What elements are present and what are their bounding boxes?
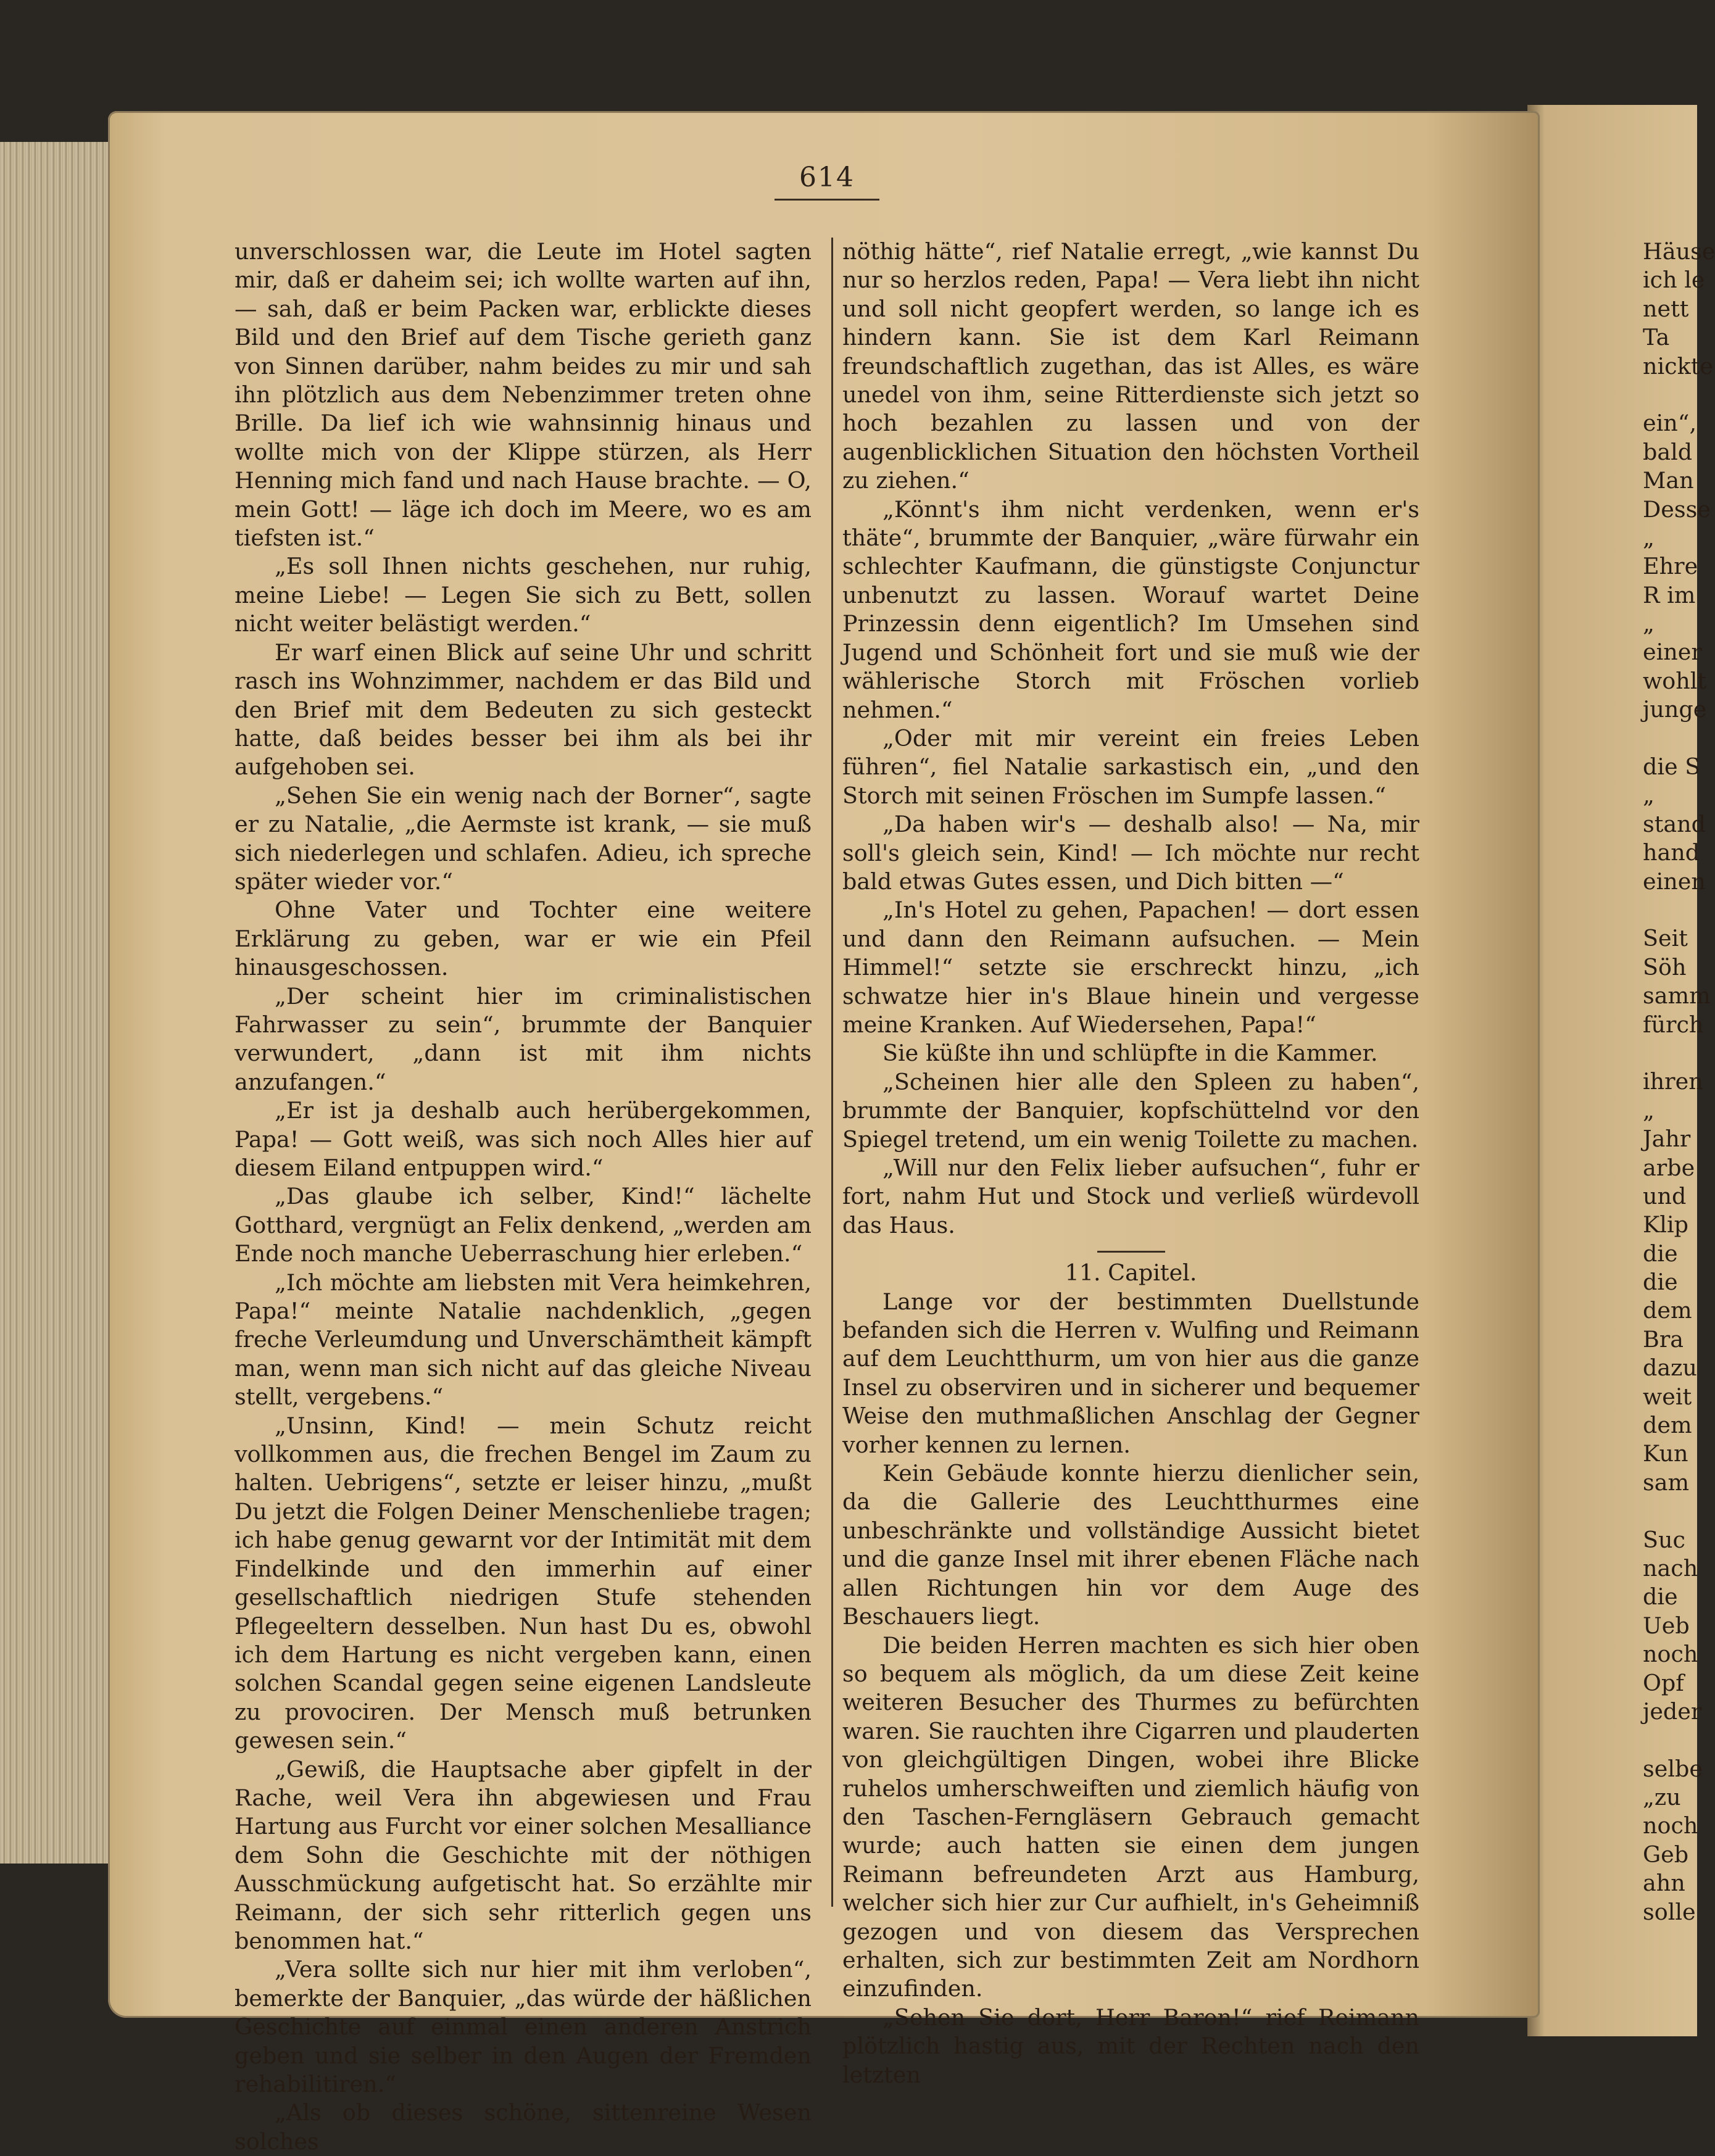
- fragment-line: Söh: [1643, 953, 1687, 981]
- fragment-line: „: [1643, 610, 1655, 637]
- fragment-line: Bra: [1643, 1325, 1684, 1353]
- fragment-line: die: [1643, 1269, 1678, 1296]
- fragment-line: „: [1643, 524, 1655, 551]
- right-column: [842, 238, 1419, 2089]
- fragment-line: stand: [1643, 810, 1706, 837]
- fragment-line: Klip: [1643, 1211, 1688, 1238]
- paragraph: nöthig hätte“, rief Natalie erregt, „wie kannst Du nur so herzlos reden, Papa! — Vera liebt ihn nicht und soll nicht geopfert werden, so lange ich es hindern kann. Sie ist dem Karl Reimann freundschaftlich zugethan, das ist Alles, es wäre unedel von ihm, seine Ritterdienste sich jetzt so hoch bezahlen zu lassen und von der augenblicklichen Situation den höchsten Vortheil zu ziehen.“: [842, 238, 1419, 494]
- paragraph: „Vera sollte sich nur hier mit ihm verloben“, bemerkte der Banquier, „das würde der häßlichen Geschichte auf einmal einen anderen Anstrich geben und sie selber in den Augen der Fremden rehabilitiren.“: [235, 1956, 812, 2097]
- paragraph: „Oder mit mir vereint ein freies Leben führen“, fiel Natalie sarkastisch ein, „und den Storch mit seinen Fröschen im Sumpfe lassen.“: [842, 724, 1419, 809]
- fragment-line: sam: [1643, 1469, 1690, 1496]
- fragment-line: [1643, 381, 1697, 409]
- column-divider: [831, 238, 833, 1907]
- fragment-line: Ueb: [1643, 1612, 1690, 1639]
- fragment-line: nach: [1643, 1554, 1698, 1582]
- paragraph: Die beiden Herren machten es sich hier oben so bequem als möglich, da um diese Zeit keine weiteren Besucher des Thurmes zu befürchten waren. Sie rauchten ihre Cigarren und plauderten von gleichgültigen Dingen, wobei ihre Blicke ruhelos umherschweiften und ziemlich häufig von den Taschen-Ferngläsern Gebrauch gemacht wurde; auch hatten sie einen dem jungen Reimann befreundeten Arzt aus Hamburg, welcher sich hier zur Cur aufhielt, in's Geheimniß gezogen und von diesem das Versprechen erhalten, sich zur bestimmten Zeit am Nordhorn einzufinden.: [842, 1632, 1419, 2002]
- fragment-line: nett: [1643, 295, 1689, 322]
- fragment-line: Kun: [1643, 1440, 1688, 1467]
- fragment-line: hand: [1643, 839, 1700, 866]
- fragment-line: bald: [1643, 438, 1693, 465]
- fragment-line: dazu: [1643, 1354, 1697, 1382]
- fragment-line: [1643, 1039, 1697, 1068]
- fragment-line: weit: [1643, 1383, 1692, 1410]
- fragment-line: Suc: [1643, 1526, 1685, 1553]
- fragment-line: einen: [1643, 868, 1706, 895]
- paragraph: „Ich möchte am liebsten mit Vera heimkehren, Papa!“ meinte Natalie nachdenklich, „gegen freche Verleumdung und Unverschämtheit kämpft man, wenn man sich nicht auf das gleiche Niveau stellt, vergebens.“: [235, 1269, 812, 1411]
- fragment-line: die: [1643, 1240, 1678, 1267]
- paragraph: Ohne Vater und Tochter eine weitere Erklärung zu geben, war er wie ein Pfeil hinausgeschossen.: [235, 897, 812, 981]
- paragraph: „Der scheint hier im criminalistischen Fahrwasser zu sein“, brummte der Banquier verwundert, „dann ist mit ihm nichts anzufangen.“: [235, 982, 812, 1095]
- right-column-body: [842, 238, 1419, 1240]
- fragment-line: Häuse: [1643, 238, 1715, 265]
- fragment-line: und: [1643, 1182, 1687, 1209]
- fragment-line: noch: [1643, 1812, 1698, 1839]
- fragment-line: noch: [1643, 1641, 1698, 1668]
- chapter-heading: 11. Capitel.: [1065, 1259, 1197, 1287]
- fragment-line: dem: [1643, 1297, 1692, 1324]
- fragment-line: samm: [1643, 982, 1711, 1010]
- fragment-line: „: [1643, 782, 1655, 809]
- fragment-line: ein“,: [1643, 410, 1697, 437]
- fragment-line: arbe: [1643, 1154, 1695, 1181]
- paragraph: Er warf einen Blick auf seine Uhr und schritt rasch ins Wohnzimmer, nachdem er das Bild und den Brief mit dem Bedeuten zu sich gesteckt hatte, daß beides besser bei ihm als bei ihr aufgehoben sei.: [235, 639, 812, 781]
- chapter-rule: [1097, 1251, 1165, 1253]
- fragment-line: junge: [1643, 696, 1707, 723]
- fragment-line: ich le: [1643, 267, 1705, 294]
- paragraph: „Sehen Sie ein wenig nach der Borner“, sagte er zu Natalie, „die Aermste ist krank, — sie muß sich niederlegen und schlafen. Adieu, ich spreche später wieder vor.“: [235, 782, 812, 895]
- paragraph: „Könnt's ihm nicht verdenken, wenn er's thäte“, brummte der Banquier, „wäre fürwahr ein schlechter Kaufmann, die günstigste Conjunctur unbenutzt zu lassen. Worauf wartet Deine Prinzessin denn eigentlich? Im Umsehen sind Jugend und Schönheit fort und sie muß wie der wählerische Storch mit Fröschen vorlieb nehmen.“: [842, 495, 1419, 723]
- fragment-line: einer: [1643, 639, 1702, 666]
- paragraph: „Da haben wir's — deshalb also! — Na, mir soll's gleich sein, Kind! — Ich möchte nur recht bald etwas Gutes essen, und Dich bitten —“: [842, 811, 1419, 895]
- fragment-line: Opf: [1643, 1669, 1684, 1696]
- paragraph: „Das glaube ich selber, Kind!“ lächelte Gotthard, vergnügt an Felix denkend, „werden am Ende noch manche Ueberraschung hier erleben.“: [235, 1183, 812, 1267]
- fragment-line: die S: [1643, 753, 1701, 781]
- paragraph: Lange vor der bestimmten Duellstunde befanden sich die Herren v. Wulfing und Reimann auf dem Leuchtthurm, um von hier aus die ganze Insel zu observiren und in sicherer und bequemer Weise den muthmaßlichen Anschlag der Gegner vorher kennen zu lernen.: [842, 1288, 1419, 1458]
- fragment-line: nickte: [1643, 352, 1714, 379]
- fragment-line: Jahr: [1643, 1126, 1691, 1153]
- page-number: 614: [799, 162, 855, 193]
- fragment-line: [1643, 896, 1697, 924]
- fragment-line: Man: [1643, 467, 1694, 494]
- fragment-line: R im: [1643, 581, 1696, 608]
- paragraph: unverschlossen war, die Leute im Hotel sagten mir, daß er daheim sei; ich wollte warten auf ihn, — sah, daß er beim Packen war, erblickte dieses Bild und den Brief auf dem Tische gerieth ganz von Sinnen darüber, nahm beides zu mir und sah ihn plötzlich aus dem Nebenzimmer treten ohne Brille. Da lief ich wie wahnsinnig hinaus und wollte mich von der Klippe stürzen, als Herr Henning mich fand und nach Hause brachte. — O, mein Gott! — läge ich doch im Meere, wo es am tiefsten ist.“: [235, 238, 812, 552]
- fragment-line: die: [1643, 1583, 1678, 1611]
- left-column: [235, 238, 812, 2156]
- paragraph: „Gewiß, die Hauptsache aber gipfelt in der Rache, weil Vera ihn abgewiesen und Frau Hartung aus Furcht vor einer solchen Mesalliance dem Sohn die Geschichte mit der nöthigen Ausschmückung aufgetischt hat. So erzählte mir Reimann, der sich sehr ritterlich gegen uns benommen hat.“: [235, 1756, 812, 1954]
- fragment-line: Ta: [1643, 324, 1670, 351]
- page-number-rule: [774, 199, 879, 201]
- facing-page-fragments: [1643, 238, 1715, 1926]
- fragment-line: selbe: [1643, 1755, 1703, 1782]
- paragraph: „Er ist ja deshalb auch herübergekommen, Papa! — Gott weiß, was sich noch Alles hier auf diesem Eiland entpuppen wird.“: [235, 1097, 812, 1181]
- paragraph: Sie küßte ihn und schlüpfte in die Kammer.: [882, 1040, 1378, 1067]
- fragment-line: dem: [1643, 1412, 1692, 1439]
- fragment-line: [1643, 1497, 1697, 1525]
- paragraph: Kein Gebäude konnte hierzu dienlicher sein, da die Gallerie des Leuchtthurmes eine unbeschränkte und vollständige Aussicht bietet und die ganze Insel mit ihrer ebenen Fläche nach allen Richtungen hin vor dem Auge des Beschauers liegt.: [842, 1460, 1419, 1630]
- paragraph: „Unsinn, Kind! — mein Schutz reicht vollkommen aus, die frechen Bengel im Zaum zu halten. Uebrigens“, setzte er leiser hinzu, „mußt Du jetzt die Folgen Deiner Menschenliebe tragen; ich habe genug gewarnt vor der Intimität mit dem Findelkinde und den immerhin auf einer gesellschaftlich niedrigen Stufe stehenden Pflegeeltern desselben. Nun hast Du es, obwohl ich dem Hartung es nicht vergeben kann, einen solchen Scandal gegen seine eigenen Landsleute zu provociren. Der Mensch muß betrunken gewesen sein.“: [235, 1412, 812, 1754]
- fragment-line: fürch: [1643, 1011, 1704, 1038]
- chapter-body: [842, 1288, 1419, 2089]
- fragment-line: Geb: [1643, 1841, 1689, 1868]
- paragraph: „Scheinen hier alle den Spleen zu haben“, brummte der Banquier, kopfschüttelnd vor den Spiegel tretend, um ein wenig Toilette zu machen.: [842, 1068, 1419, 1153]
- fragment-line: jeder: [1643, 1698, 1702, 1725]
- paragraph: „Will nur den Felix lieber aufsuchen“, fuhr er fort, nahm Hut und Stock und verließ würdevoll das Haus.: [842, 1155, 1419, 1238]
- fragment-line: Desse: [1643, 495, 1711, 523]
- fragment-line: Ehre: [1643, 553, 1698, 580]
- paragraph: „Sehen Sie dort, Herr Baron!“ rief Reimann plötzlich hastig aus, mit der Rechten nach den letzten: [842, 2004, 1419, 2088]
- paragraph: „In's Hotel zu gehen, Papachen! — dort essen und dann den Reimann aufsuchen. — Mein Himmel!“ setzte sie erschreckt hinzu, „ich schwatze hier in's Blaue hinein und vergesse meine Kranken. Auf Wiedersehen, Papa!“: [842, 897, 1419, 1038]
- fragment-line: ihren: [1643, 1068, 1703, 1095]
- fragment-line: ahn: [1643, 1870, 1685, 1897]
- fragment-line: [1643, 1726, 1697, 1754]
- fragment-line: Seit: [1643, 925, 1688, 952]
- fragment-line: „zu: [1643, 1784, 1681, 1811]
- fragment-line: „: [1643, 1097, 1655, 1124]
- fragment-line: [1643, 724, 1697, 753]
- paragraph: „Es soll Ihnen nichts geschehen, nur ruhig, meine Liebe! — Legen Sie sich zu Bett, sollen nicht weiter belästigt werden.“: [235, 553, 812, 637]
- fragment-line: solle: [1643, 1898, 1696, 1925]
- fragment-line: wohlt: [1643, 667, 1707, 694]
- paragraph: „Als ob dieses schöne, sittenreine Wesen solches: [235, 2099, 812, 2155]
